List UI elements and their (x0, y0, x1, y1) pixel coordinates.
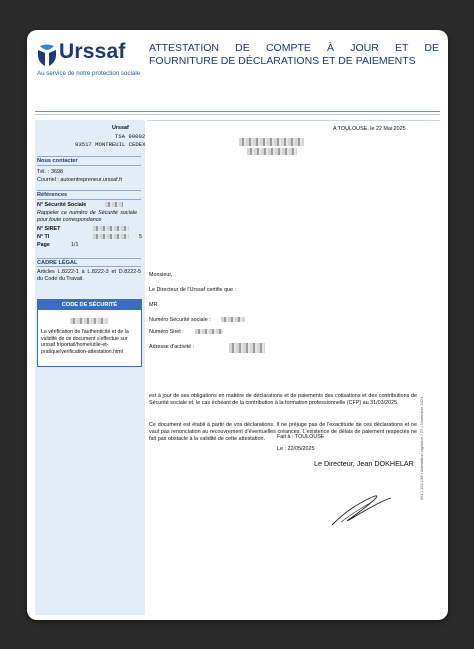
logo-tagline: Au service de notre protection sociale (37, 70, 141, 77)
ti-suffix: 5 (139, 234, 142, 240)
body-rule (147, 120, 440, 121)
contact-title: Nous contacter (37, 158, 78, 164)
legal-divider (37, 258, 141, 259)
done-at: Fait à : TOULOUSE (277, 434, 325, 440)
redacted-ss-number (105, 202, 123, 207)
page-value: 1/1 (71, 242, 79, 248)
vertical-reference: 561 / 103 138 • Attestation vigilance / 27 • Novembre 2024 (419, 396, 424, 500)
logo-text: Urssaf (59, 40, 126, 63)
paragraph-status: est à jour de ses obligations en matière de déclarations et de paiements des cotisations et des contributions de Sécurité sociale et, le cas échéant de la contribution à la formation professionnelle (CFP) au 31/03/2025. (149, 393, 417, 406)
address-field-label: Adresse d'activité : (149, 344, 195, 350)
security-code-text: La vérification de l'authenticité et de la validité de ce document s'effectue sur urssaf.fr/portail/home/utile-et-pratique/verification-attestation.html (41, 329, 129, 355)
salutation: Monsieur, (149, 272, 173, 278)
legal-text: Articles L.8222-1 à L.8222-3 et D.8222-5 du Code du Travail. (37, 269, 141, 282)
redacted-recipient-line-2 (247, 148, 297, 155)
ss-field-label: Numéro Sécurité sociale : (149, 317, 211, 323)
title-line-1: ATTESTATION DE COMPTE À JOUR ET DE (149, 42, 439, 54)
redacted-ti (93, 234, 129, 239)
legal-title: CADRE LÉGAL (37, 260, 78, 266)
legal-underline (37, 266, 141, 267)
org-name: Urssaf (112, 125, 129, 131)
header-rule (35, 111, 440, 112)
tel-value: 3698 (51, 169, 63, 175)
siret-label: N° SIRET (37, 226, 61, 232)
redacted-ss-field (221, 317, 245, 322)
ss-note: Rappeler ce numéro de Sécurité sociale pour toute correspondance (37, 210, 137, 223)
email-label: Courriel : autoentrepreneur.urssaf.fr (37, 177, 123, 183)
urssaf-logo-icon (37, 44, 57, 66)
address-line-2: 93517 MONTREUIL CEDEX (75, 141, 146, 148)
siret-field-label: Numéro Siret : (149, 329, 184, 335)
address-line-1: TSA 90002 (115, 133, 146, 140)
paragraph-disclaimer: Ce document est établi à partir de vos déclarations. Il ne préjuge pas de l'exactitude de ces déclarations et ne vaut pas renonciation au recouvrement d'éventuelles créances. L'existence de délais de paiement respectés ne fait pas obstacle à la validité de cette attestation. (149, 422, 417, 442)
signatory-name: Le Directeur, Jean DOKHELAR (314, 459, 414, 468)
refs-divider (37, 190, 141, 191)
redacted-address (229, 343, 265, 353)
attestation-document (27, 30, 448, 620)
place-date: A TOULOUSE, le 22 Mai 2025 (333, 126, 406, 132)
redacted-security-code (70, 318, 108, 324)
redacted-siret-field (195, 329, 223, 334)
security-code-title: CODE DE SÉCURITÉ (38, 300, 141, 310)
document-title (149, 42, 439, 68)
page-label: Page (37, 242, 50, 248)
refs-underline (37, 199, 141, 200)
signature-image (327, 490, 397, 530)
contact-divider (37, 156, 141, 157)
done-on: Le : 22/05/2025 (277, 446, 315, 452)
redacted-siret (93, 226, 129, 231)
ss-label: N° Sécurité Sociale (37, 202, 87, 208)
header-rule-secondary (35, 114, 440, 115)
refs-title: Références (37, 192, 68, 198)
civility: MR (149, 302, 158, 308)
tel-label: Tél. : (37, 169, 49, 175)
contact-underline (37, 165, 141, 166)
redacted-recipient-line-1 (239, 138, 304, 146)
certifies-line: Le Directeur de l'Urssaf certifie que : (149, 287, 237, 293)
ti-label: N° TI (37, 234, 50, 240)
security-code-box (37, 299, 142, 367)
title-line-2: FOURNITURE DE DÉCLARATIONS ET DE PAIEMENTS (149, 55, 416, 67)
